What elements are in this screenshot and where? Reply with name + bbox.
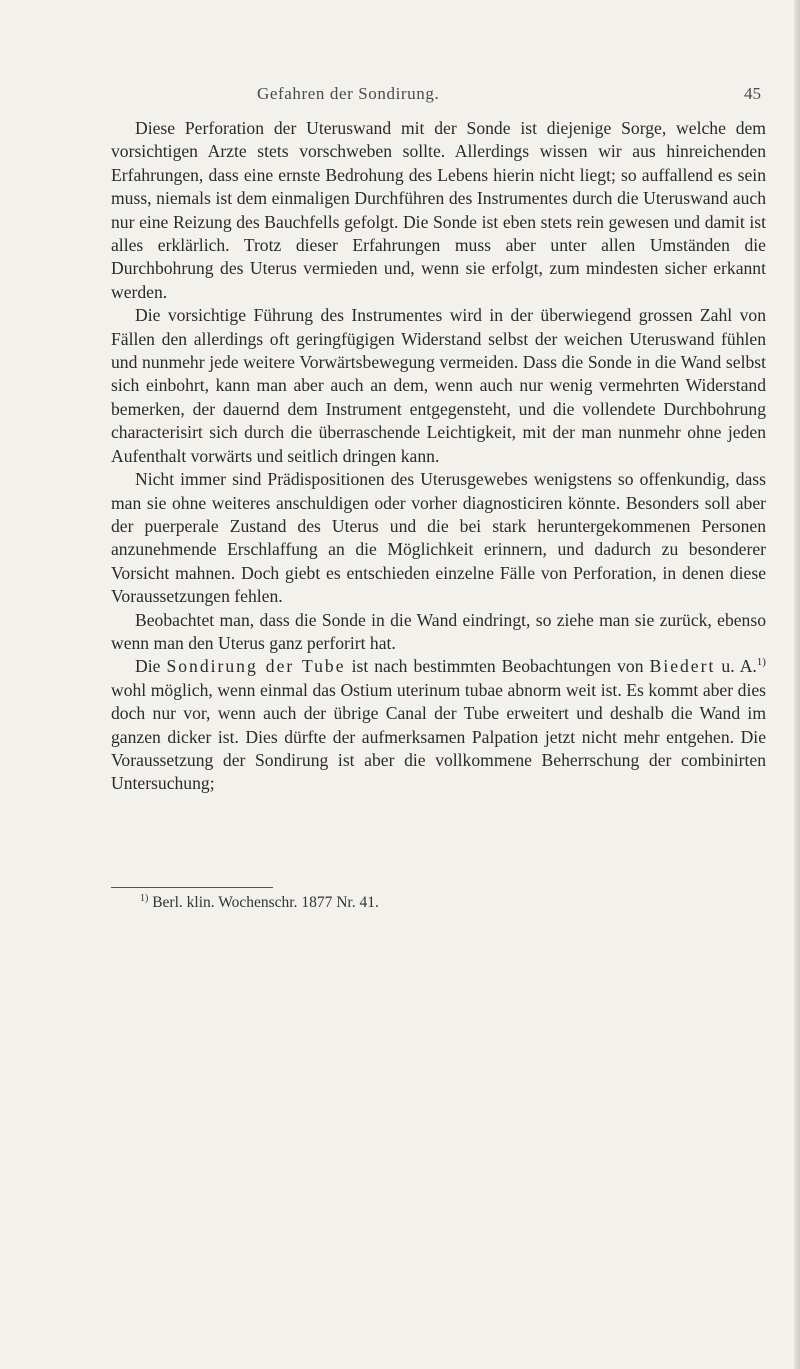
paragraph-4: Beobachtet man, dass die Sonde in die Wand eindringt, so ziehe man sie zurück, ebenso wenn man den Uterus ganz perforirt hat.: [111, 609, 766, 653]
paragraph-2: Die vorsichtige Führung des Instrumentes wird in der überwiegend grossen Zahl von Fällen den allerdings oft geringfügigen Widerstand selbst der weichen Uteruswand fühlen und nunmehr jede weitere Vorwärtsbewegung vermeiden. Dass die Sonde in die Wand selbst sich einbohrt, kann man aber auch an dem, wenn auch nur wenig vermehrten Widerstand bemerken, der dauernd dem Instrument entgegensteht, und die vollendete Durchbohrung characterisirt sich durch die überraschende Leichtigkeit, mit der man nunmehr ohne jeden Aufenthalt vorwärts und seitlich dringen kann.: [111, 305, 766, 466]
paragraph-3: Nicht immer sind Prädispositionen des Uterusgewebes wenigstens so offenkundig, dass man sie ohne weiteres anschuldigen oder vorher diagnosticiren könnte. Besonders soll aber der puerperale Zustand des Uterus und die bei stark heruntergekommenen Personen anzunehmende Erschlaffung an die Möglichkeit erinnern, und dadurch zu besonderer Vorsicht mahnen. Doch giebt es entschieden einzelne Fälle von Perforation, in denen diese Voraussetzungen fehlen.: [111, 469, 766, 607]
footnote-reference[interactable]: 1): [756, 656, 766, 669]
running-title: Gefahren der Sondirung.: [257, 84, 440, 103]
footnote-text: Berl. klin. Wochenschr. 1877 Nr. 41.: [152, 894, 379, 911]
paragraph-1: Diese Perforation der Uteruswand mit der Sonde ist diejenige Sorge, welche dem vorsichtigen Arzte stets vorschweben sollte. Allerdings wissen wir aus hinreichenden Erfahrungen, dass eine ernste Bedrohung des Lebens hierin nicht liegt; so auffallend es sein muss, niemals ist dem einmaligen Durchführen des Instrumentes durch die Uteruswand auch nur eine Reizung des Bauchfells gefolgt. Die Sonde ist eben stets rein gewesen und damit ist alles erklärlich. Trotz dieser Erfahrungen muss aber unter allen Umständen die Durchbohrung des Uterus vermieden und, wenn sie erfolgt, zum mindesten sicher erkannt werden.: [111, 118, 766, 302]
author-name-biedert: Biedert: [649, 656, 716, 677]
footnote-marker: 1): [140, 892, 149, 904]
paragraph-5-part-c: u. A.: [721, 656, 757, 677]
paragraph-5: [111, 655, 766, 795]
page-number: 45: [744, 84, 761, 103]
paragraph-5-part-d: wohl möglich, wenn einmal das Ostium uterinum tubae abnorm weit ist. Es kommt aber dies doch nur vor, wenn auch der übrige Canal der Tube erweitert und deshalb die Wand im ganzen dicker ist. Dies dürfte der aufmerksamen Palpation jetzt nicht mehr entgehen. Die Voraussetzung der Sondirung ist aber die vollkommene Beherrschung der combinirten Untersuchung;: [111, 679, 766, 794]
footnote: [140, 894, 379, 912]
emphasis-tube-sounding: Sondirung der Tube: [166, 656, 346, 677]
page-edge: [794, 0, 800, 1369]
body-text: [111, 117, 766, 796]
paragraph-5-part-a: Die: [135, 656, 161, 677]
paragraph-5-part-b: ist nach bestimmten Beobachtungen von: [351, 656, 644, 677]
footnote-divider: [111, 887, 273, 888]
